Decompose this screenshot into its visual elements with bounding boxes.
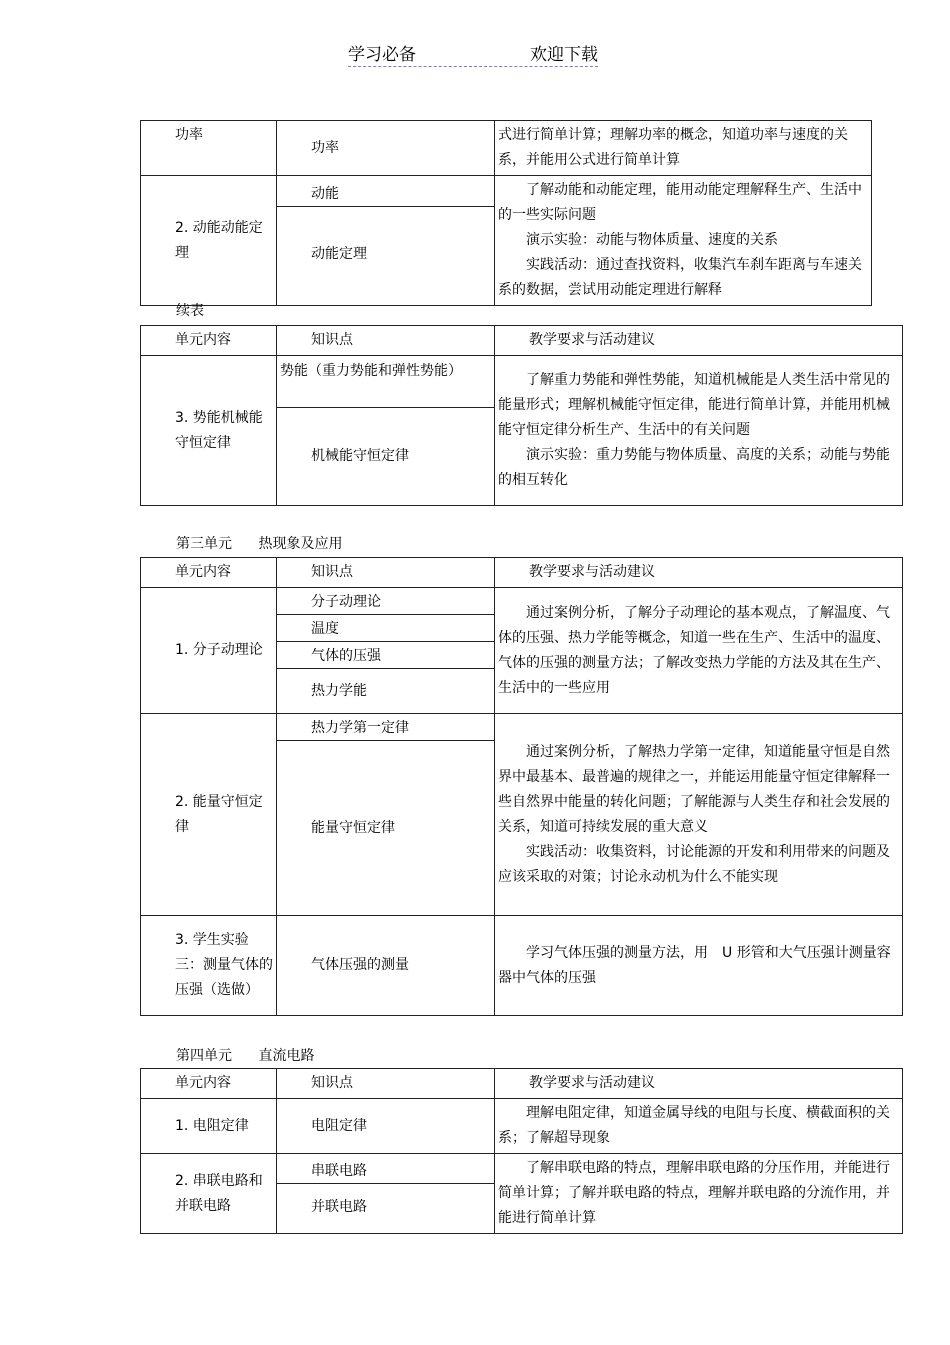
knowledge-item: 动能 (277, 180, 494, 207)
continued-label: 续表 (176, 303, 204, 319)
knowledge-cell (277, 588, 495, 714)
table-row (141, 1154, 903, 1234)
table-potential-energy (140, 325, 903, 506)
unit3-heading (176, 533, 342, 553)
header-requirement: 教学要求与活动建议 (495, 1069, 903, 1099)
unit-cell: 1. 分子动理论 (141, 588, 277, 714)
table-row (141, 176, 872, 306)
page-header (348, 40, 598, 67)
knowledge-cell: 气体压强的测量 (277, 916, 495, 1016)
knowledge-item: 温度 (277, 615, 494, 642)
knowledge-item: 势能（重力势能和弹性势能） (277, 357, 494, 408)
requirement-cell (495, 176, 872, 306)
unit4-heading (176, 1045, 314, 1065)
unit-cell: 2. 能量守恒定律 (141, 714, 277, 916)
knowledge-cell: 功率 (277, 121, 495, 176)
requirement-text: 了解动能和动能定理，能用动能定理解释生产、生活中的一些实际问题 (498, 182, 862, 223)
requirement-text: 通过案例分析，了解热力学第一定律，知道能量守恒是自然界中最基本、最普遍的规律之一，并能运用能量守恒定律解释一些自然界中能量的转化问题；了解能源与人类生存和社会发展的关系，知道可持续发展的重大意义 (498, 743, 890, 835)
header-unit: 单元内容 (141, 1069, 277, 1099)
knowledge-cell (277, 176, 495, 306)
knowledge-item: 气体的压强 (277, 642, 494, 669)
header-left: 学习必备 (348, 45, 416, 65)
table-row (141, 588, 903, 714)
header-knowledge: 知识点 (277, 558, 495, 588)
requirement-text: 实践活动：收集资料，讨论能源的开发和利用带来的问题及应该采取的对策；讨论永动机为什么不能实现 (498, 843, 890, 885)
unit-cell: 1. 电阻定律 (141, 1099, 277, 1154)
requirement-cell: 了解串联电路的特点，理解串联电路的分压作用，并能进行简单计算；了解并联电路的特点，理解并联电路的分流作用，并能进行简单计算 (495, 1154, 903, 1234)
knowledge-item: 并联电路 (311, 1199, 367, 1215)
unit-cell: 功率 (141, 121, 277, 176)
table-row (141, 1099, 903, 1154)
requirement-text: 演示实验：重力势能与物体质量、高度的关系；动能与势能的相互转化 (498, 447, 890, 488)
requirement-text: 了解重力势能和弹性势能，知道机械能是人类生活中常见的能量形式；理解机械能守恒定律，能进行简单计算，并能用机械能守恒定律分析生产、生活中的有关问题 (498, 372, 890, 438)
header-knowledge: 知识点 (277, 326, 495, 356)
requirement-text: 演示实验：动能与物体质量、速度的关系 (526, 232, 778, 248)
knowledge-cell (277, 1154, 495, 1234)
unit-cell: 2. 动能动能定理 (141, 176, 277, 306)
table-thermal (140, 557, 903, 1016)
knowledge-item: 热力学第一定律 (277, 714, 494, 741)
table-header-row (141, 326, 903, 356)
table-header-row (141, 1069, 903, 1099)
header-knowledge: 知识点 (277, 1069, 495, 1099)
unit-cell: 3. 势能机械能守恒定律 (141, 356, 277, 506)
header-right: 欢迎下载 (530, 45, 598, 65)
requirement-cell: 式进行简单计算；理解功率的概念，知道功率与速度的关系，并能用公式进行简单计算 (495, 121, 872, 176)
unit3-name: 热现象及应用 (258, 536, 343, 552)
unit4-name: 直流电路 (258, 1048, 315, 1064)
unit-cell: 2. 串联电路和并联电路 (141, 1154, 277, 1234)
unit3-title: 第三单元 (176, 536, 232, 552)
knowledge-cell (277, 714, 495, 916)
table-row (141, 916, 903, 1016)
table-row (141, 714, 903, 916)
header-requirement: 教学要求与活动建议 (495, 326, 903, 356)
requirement-cell: 通过案例分析，了解分子动理论的基本观点，了解温度、气体的压强、热力学能等概念，知道一些在生产、生活中的温度、气体的压强的测量方法；了解改变热力学能的方法及其在生产、生活中的一些应用 (495, 588, 903, 714)
requirement-text: 实践活动：通过查找资料，收集汽车刹车距离与车速关系的数据，尝试用动能定理进行解释 (498, 257, 862, 298)
knowledge-item: 机械能守恒定律 (311, 448, 409, 464)
knowledge-item: 热力学能 (311, 683, 367, 699)
table-header-row (141, 558, 903, 588)
knowledge-item: 串联电路 (277, 1157, 494, 1184)
requirement-cell: 理解电阻定律，知道金属导线的电阻与长度、横截面积的关系；了解超导现象 (495, 1099, 903, 1154)
header-unit: 单元内容 (141, 326, 277, 356)
header-requirement: 教学要求与活动建议 (495, 558, 903, 588)
table-dc-circuit (140, 1068, 903, 1234)
knowledge-item: 动能定理 (311, 246, 367, 262)
table-row (141, 356, 903, 506)
knowledge-cell (277, 356, 495, 506)
requirement-cell (495, 714, 903, 916)
table-row (141, 121, 872, 176)
requirement-cell (495, 356, 903, 506)
knowledge-cell: 电阻定律 (277, 1099, 495, 1154)
unit-cell: 3. 学生实验三：测量气体的压强（选做） (141, 916, 277, 1016)
unit4-title: 第四单元 (176, 1048, 232, 1064)
requirement-cell: 学习气体压强的测量方法，用 U 形管和大气压强计测量容器中气体的压强 (495, 916, 903, 1016)
knowledge-item: 分子动理论 (277, 588, 494, 615)
table-power-kinetic (140, 120, 872, 306)
header-unit: 单元内容 (141, 558, 277, 588)
knowledge-item: 能量守恒定律 (311, 820, 395, 836)
